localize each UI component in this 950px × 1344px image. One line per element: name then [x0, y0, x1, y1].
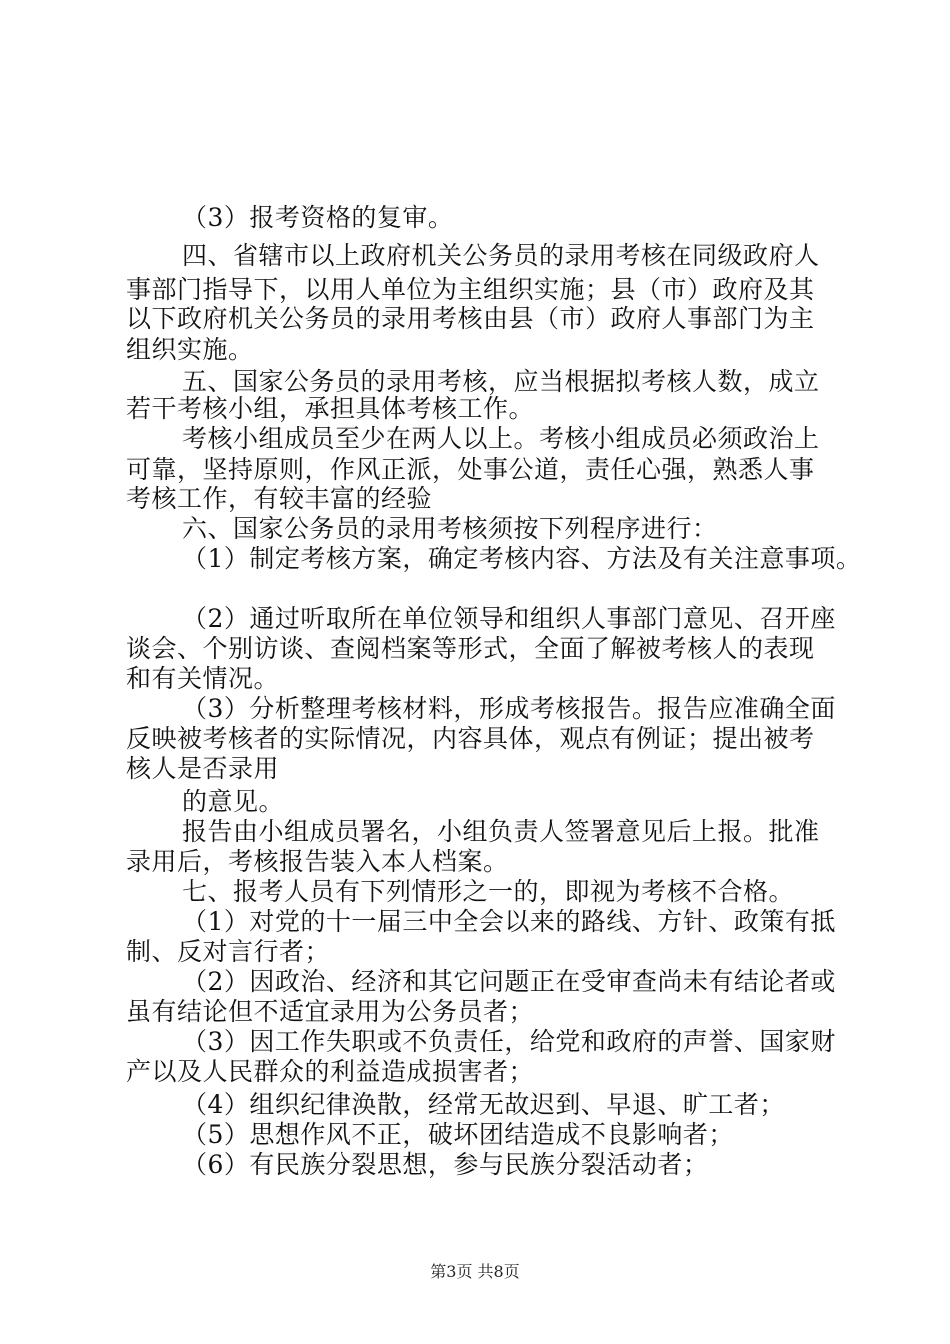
text-line: （4）组织纪律涣散，经常无故迟到、早退、旷工者； — [182, 1090, 785, 1119]
text-line: 考核小组成员至少在两人以上。考核小组成员必须政治上 — [182, 424, 820, 453]
text-line: 七、报考人员有下列情形之一的，即视为考核不合格。 — [182, 877, 795, 906]
text-line: （3）因工作失职或不负责任，给党和政府的声誉、国家财 — [182, 1027, 836, 1056]
text-line: 报告由小组成员署名，小组负责人签署意见后上报。批准 — [182, 817, 820, 846]
text-line: （2）通过听取所在单位领导和组织人事部门意见、召开座 — [182, 604, 836, 633]
text-line: 若干考核小组，承担具体考核工作。 — [126, 394, 535, 423]
text-line: （1）对党的十一届三中全会以来的路线、方针、政策有抵 — [182, 907, 836, 936]
text-line: 和有关情况。 — [126, 664, 280, 693]
text-line: （5）思想作风不正，破坏团结造成不良影响者； — [182, 1120, 734, 1149]
text-line: 事部门指导下，以用人单位为主组织实施；县（市）政府及其 — [126, 275, 815, 304]
text-line: 考核工作，有较丰富的经验 — [126, 484, 433, 513]
text-line: 的意见。 — [182, 787, 285, 816]
text-line: 五、国家公务员的录用考核，应当根据拟考核人数，成立 — [182, 367, 820, 396]
text-line: 六、国家公务员的录用考核须按下列程序进行： — [182, 514, 718, 543]
text-line: （3）分析整理考核材料，形成考核报告。报告应准确全面 — [182, 694, 836, 723]
text-line: （6）有民族分裂思想，参与民族分裂活动者； — [182, 1150, 709, 1179]
text-line: （1）制定考核方案，确定考核内容、方法及有关注意事项。 — [182, 544, 862, 573]
text-line: 产以及人民群众的利益造成损害者； — [126, 1057, 535, 1086]
text-line: 反映被考核者的实际情况，内容具体，观点有例证；提出被考 — [126, 724, 815, 753]
text-line: 可靠，坚持原则，作风正派，处事公道，责任心强，熟悉人事 — [126, 455, 815, 484]
text-line: （3）报考资格的复审。 — [182, 203, 454, 232]
text-line: 谈会、个别访谈、查阅档案等形式，全面了解被考核人的表现 — [126, 634, 815, 663]
text-line: 组织实施。 — [126, 335, 254, 364]
text-line: 核人是否录用 — [126, 754, 280, 783]
text-line: 录用后，考核报告装入本人档案。 — [126, 847, 509, 876]
text-line: 制、反对言行者； — [126, 937, 331, 966]
page-number-footer: 第3页 共8页 — [430, 1262, 520, 1281]
text-line: 以下政府机关公务员的录用考核由县（市）政府人事部门为主 — [126, 304, 815, 333]
text-line: （2）因政治、经济和其它问题正在受审查尚未有结论者或 — [182, 967, 836, 996]
text-line: 四、省辖市以上政府机关公务员的录用考核在同级政府人 — [182, 241, 820, 270]
text-line: 虽有结论但不适宜录用为公务员者； — [126, 997, 535, 1026]
